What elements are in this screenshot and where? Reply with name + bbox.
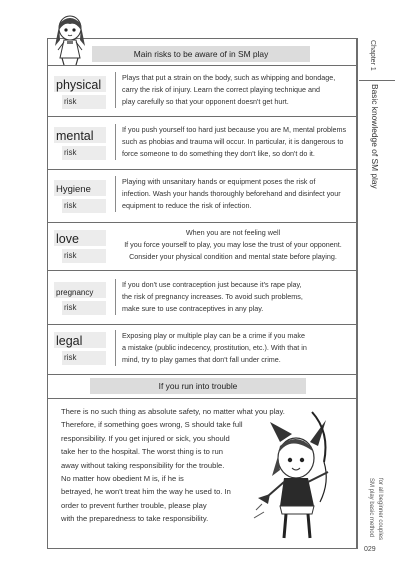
desc-line: Consider your physical condition and mental state before playing. (129, 252, 337, 261)
risk-sublabel: risk (64, 148, 77, 157)
risk-label-physical (54, 76, 104, 114)
page-number: 029 (364, 546, 376, 553)
paragraph-line: with the preparedness to take responsibility. (61, 514, 209, 524)
mascot-chibi-top-icon (50, 10, 90, 66)
desc-line: make sure to use contraceptives in any play. (122, 304, 264, 313)
sidebar-divider (357, 38, 358, 549)
desc-line: Exposing play or multiple play can be a crime if you make (122, 331, 305, 340)
risk-label-text: physical (56, 78, 102, 92)
risk-label-pregnancy (54, 282, 104, 320)
divider (47, 65, 357, 66)
risk-sublabel: risk (64, 97, 77, 106)
paragraph-line: order to prevent further trouble, please play (61, 500, 207, 510)
desc-line: Plays that put a strain on the body, such as whipping and bondage, (122, 73, 336, 82)
desc-line: equipment to reduce the risk of infection. (122, 201, 252, 210)
divider (47, 222, 357, 223)
desc-line: force someone to do something they don't like, so don't do it. (122, 149, 315, 158)
desc-line: Playing with unsanitary hands or equipment poses the risk of (122, 177, 316, 186)
section-header-bar: Main risks to be aware of in SM play (92, 46, 310, 62)
paragraph-line: Therefore, if something goes wrong, S should take full (61, 420, 243, 430)
book-title-line: SM play basic method (368, 478, 374, 538)
risk-description (115, 72, 354, 108)
desc-line: infection. Wash your hands thoroughly beforehand and disinfect your (122, 189, 341, 198)
risk-label-text: Hygiene (56, 184, 91, 195)
risk-label-text: legal (56, 334, 83, 348)
risk-sublabel: risk (64, 201, 77, 210)
paragraph-line: responsibility. If you get injured or sick, you should (61, 433, 230, 443)
divider (47, 116, 357, 117)
risk-description (115, 124, 354, 160)
chapter-title (362, 84, 392, 214)
risk-description (112, 227, 354, 263)
risk-label-love (54, 230, 104, 268)
divider (47, 324, 357, 325)
divider (47, 374, 357, 375)
paragraph-line: There is no such thing as absolute safety, no matter what you play. (61, 407, 285, 416)
desc-line: mind, try to play games that don't fall under crime. (122, 355, 281, 364)
desc-line: If you don't use contraception just because it's rape play, (122, 280, 302, 289)
paragraph-line: away without taking responsibility for the trouble. (61, 460, 225, 470)
sidebar-divider (359, 80, 395, 81)
divider (47, 169, 357, 170)
desc-line: carry the risk of injury. Learn the correct playing technique and (122, 85, 321, 94)
risk-description (115, 279, 354, 315)
book-title-line: for all beginner couples (377, 478, 383, 541)
desc-line: If you push yourself too hard just because you are M, mental problems (122, 125, 347, 134)
risk-label-text: mental (56, 129, 94, 143)
divider (47, 398, 357, 399)
trouble-paragraph (61, 405, 285, 526)
paragraph-line: betrayed, he won't treat him the way he used to. In (61, 487, 231, 497)
chapter-text: Chapter 1 (369, 40, 376, 71)
trouble-header-bar: If you run into trouble (90, 378, 306, 394)
paragraph-line: take her to the hospital. The worst thing is to run (61, 447, 223, 457)
chapter-title-text: Basic knowledge of SM play (370, 84, 380, 189)
risk-label-mental (54, 127, 104, 165)
desc-line: If you force yourself to play, you may lose the trust of your opponent. (124, 240, 342, 249)
risk-label-text: love (56, 232, 79, 246)
risk-sublabel: risk (64, 303, 77, 312)
risk-description (115, 330, 354, 366)
desc-line: When you are not feeling well (185, 228, 281, 237)
book-title (362, 478, 392, 548)
desc-line: play carefully so that your opponent doesn't get hurt. (122, 97, 289, 106)
chapter-label (359, 40, 393, 80)
risk-sublabel: risk (64, 353, 77, 362)
divider (47, 270, 357, 271)
risk-label-hygiene (54, 180, 104, 218)
risk-label-legal (54, 332, 104, 370)
mascot-chibi-whip-icon (250, 402, 350, 542)
paragraph-line: No matter how obedient M is, if he is (61, 474, 184, 484)
desc-line: such as phobias and trauma will occur. In particular, it is dangerous to (122, 137, 344, 146)
risk-sublabel: risk (64, 251, 77, 260)
desc-line: a mistake (public indecency, prostitution, etc.). With that in (122, 343, 307, 352)
risk-description (115, 176, 354, 212)
risk-label-text: pregnancy (56, 288, 94, 297)
desc-line: the risk of pregnancy increases. To avoid such problems, (122, 292, 303, 301)
